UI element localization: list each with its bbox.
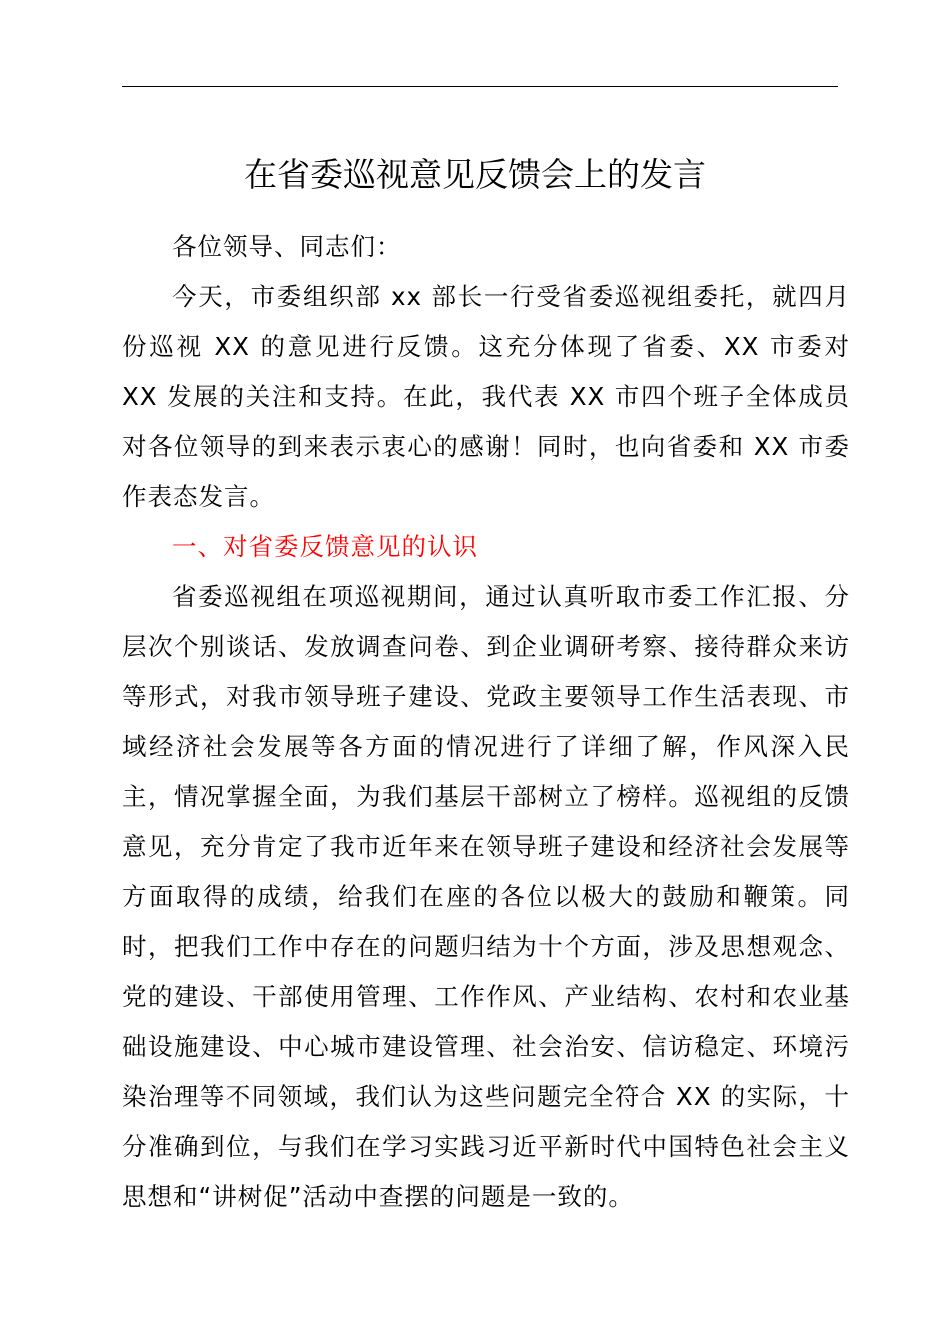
salutation: 各位领导、同志们： [172,232,402,261]
document-body [122,222,850,1222]
intro-paragraph: 今天，市委组织部 xx 部长一行受省委巡视组委托，就四月份巡视 XX 的意见进行反馈。这充分体现了省委、XX 市委对 XX 发展的关注和支持。在此，我代表 XX 市四个班子全体成员对各位领导的到来表示衷心的感谢！同时，也向省委和 XX 市委作表态发言。 [122,282,850,511]
document-title: 在省委巡视意见反馈会上的发言 [244,155,706,194]
section-heading: 一、对省委反馈意见的认识 [172,532,478,561]
section-paragraph: 省委巡视组在项巡视期间，通过认真听取市委工作汇报、分层次个别谈话、发放调查问卷、到企业调研考察、接待群众来访等形式，对我市领导班子建设、党政主要领导工作生活表现、市域经济社会发展等各方面的情况进行了详细了解，作风深入民主，情况掌握全面，为我们基层干部树立了榜样。巡视组的反馈意见，充分肯定了我市近年来在领导班子建设和经济社会发展等方面取得的成绩，给我们在座的各位以极大的鼓励和鞭策。同时，把我们工作中存在的问题归结为十个方面，涉及思想观念、党的建设、干部使用管理、工作作风、产业结构、农村和农业基础设施建设、中心城市建设管理、社会治安、信访稳定、环境污染治理等不同领域，我们认为这些问题完全符合 XX 的实际，十分准确到位，与我们在学习实践习近平新时代中国特色社会主义思想和“讲树促”活动中查摆的问题是一致的。 [122,582,850,1211]
header-rule [122,86,838,87]
